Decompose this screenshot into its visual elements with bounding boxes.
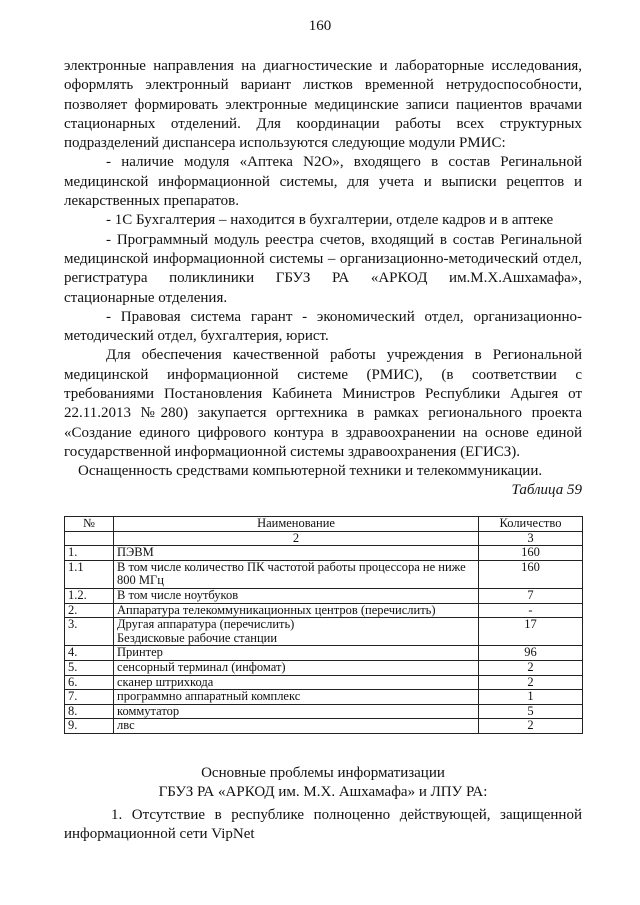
row-name: В том числе количество ПК частотой работы процессора не ниже 800 МГц <box>114 560 479 588</box>
row-num: 6. <box>65 675 114 690</box>
row-qty: 2 <box>479 719 583 734</box>
table-row <box>65 546 583 561</box>
row-num: 2. <box>65 603 114 618</box>
page-number: 160 <box>308 18 332 34</box>
table-row <box>65 603 583 618</box>
index-name: 2 <box>114 531 479 546</box>
row-num: 7. <box>65 690 114 705</box>
table-row <box>65 690 583 705</box>
row-qty: 5 <box>479 704 583 719</box>
row-name: Другая аппаратура (перечислить) Бездисковые рабочие станции <box>114 618 479 646</box>
row-qty: 17 <box>479 618 583 646</box>
equipment-table <box>64 516 583 734</box>
row-num: 1.2. <box>65 588 114 603</box>
row-num: 3. <box>65 618 114 646</box>
row-qty: 2 <box>479 675 583 690</box>
row-qty: 2 <box>479 660 583 675</box>
row-num: 5. <box>65 660 114 675</box>
index-qty: 3 <box>479 531 583 546</box>
row-num: 9. <box>65 719 114 734</box>
paragraph-1c-accounting: - 1С Бухгалтерия – находится в бухгалтерии, отделе кадров и в аптеке <box>106 212 554 229</box>
row-name: сканер штрихкода <box>114 675 479 690</box>
problem-item-1: 1. Отсутствие в республике полноценно действующей, защищенной информационной сети VipNet <box>64 807 582 843</box>
table-row <box>65 704 583 719</box>
row-num: 4. <box>65 646 114 661</box>
row-qty: 1 <box>479 690 583 705</box>
row-qty: - <box>479 603 583 618</box>
section-title-line2: ГБУЗ РА «АРКОД им. М.Х. Ашхамафа» и ЛПУ РА: <box>158 784 488 801</box>
table-row <box>65 660 583 675</box>
table-index-row <box>65 531 583 546</box>
row-num: 8. <box>65 704 114 719</box>
table-row <box>65 675 583 690</box>
row-num: 1.1 <box>65 560 114 588</box>
row-qty: 160 <box>479 546 583 561</box>
table-header-row <box>65 517 583 532</box>
row-qty: 96 <box>479 646 583 661</box>
row-num: 1. <box>65 546 114 561</box>
header-num: № <box>65 517 114 532</box>
section-title <box>64 764 582 803</box>
table-row <box>65 618 583 646</box>
row-name: ПЭВМ <box>114 546 479 561</box>
table-row <box>65 560 583 588</box>
row-name: Принтер <box>114 646 479 661</box>
body-text <box>64 57 582 482</box>
row-name: Аппаратура телекоммуникационных центров (перечислить) <box>114 603 479 618</box>
row-name: коммутатор <box>114 704 479 719</box>
row-name: сенсорный терминал (инфомат) <box>114 660 479 675</box>
table-row <box>65 646 583 661</box>
paragraph-registry-module: - Программный модуль реестра счетов, входящий в состав Регинальной медицинской информационной системы – организационно-методический отдел, регистратура поликлиники ГБУЗ РА «АРКОД им.М.Х.Ашхамафа», стационарные отделения. <box>64 231 582 306</box>
row-qty: 160 <box>479 560 583 588</box>
row-name: программно аппаратный комплекс <box>114 690 479 705</box>
paragraph-equipment-heading: Оснащенность средствами компьютерной техники и телекоммуникации. <box>78 463 543 480</box>
row-name: лвс <box>114 719 479 734</box>
header-qty: Количество <box>479 517 583 532</box>
index-num <box>65 531 114 546</box>
row-qty: 7 <box>479 588 583 603</box>
row-name: В том числе ноутбуков <box>114 588 479 603</box>
paragraph-apteka-module: - наличие модуля «Аптека N2O», входящего в состав Регинальной медицинской информационной системы, для учета и выписки рецептов и лекарственных препаратов. <box>64 154 582 210</box>
table-row <box>65 588 583 603</box>
header-name: Наименование <box>114 517 479 532</box>
section-title-line1: Основные проблемы информатизации <box>201 765 445 781</box>
paragraph-garant-system: - Правовая система гарант - экономический отдел, организационно-методический отдел, бухгалтерия, юрист. <box>64 308 582 345</box>
paragraph-intro: электронные направления на диагностические и лабораторные исследования, оформлять электронный вариант листков временной нетрудоспособности, позволяет формировать электронные медицинские записи пациентов врачами стационарных отделений. Для координации работы всех структурных подразделений диспансера используются следующие модули РМИС: <box>64 58 582 152</box>
table-caption: Таблица 59 <box>511 482 582 498</box>
table-row <box>65 719 583 734</box>
section-text <box>64 806 582 845</box>
paragraph-equipment-procurement: Для обеспечения качественной работы учреждения в Региональной медицинской информационной системе (РМИС), (в соответствии с требованиями Постановления Кабинета Министров Республики Адыгея от 22.11.2013 №280) закупается оргтехника в рамках регионального проекта «Создание единого цифрового контура в здравоохранении на основе единой государственной информационной системы здравоохранения (ЕГИСЗ). <box>64 347 582 460</box>
